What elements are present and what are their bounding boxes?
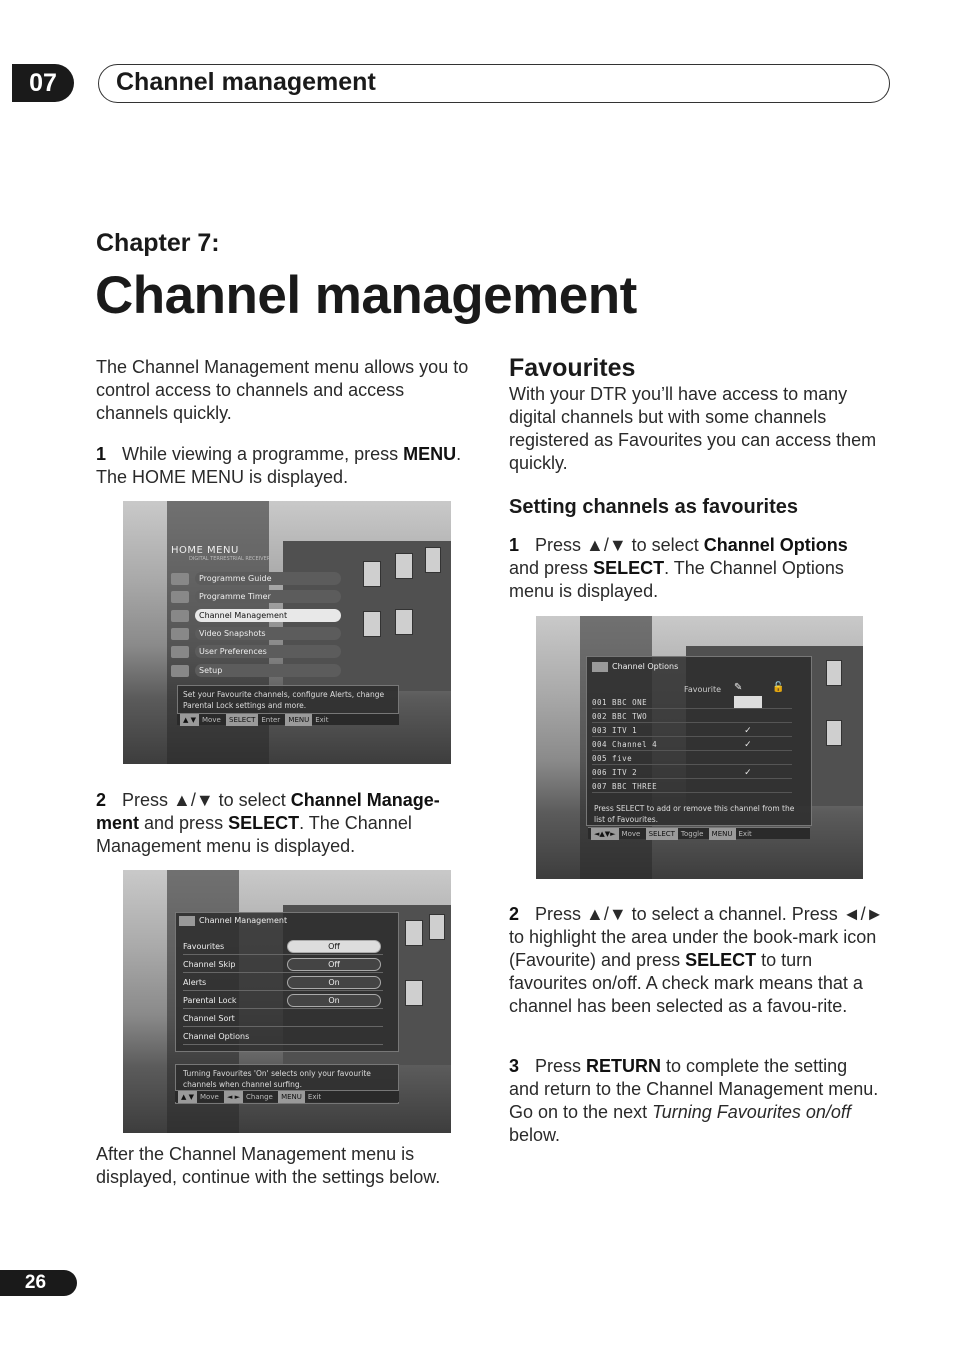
channel-skip-value[interactable]: Off <box>287 958 381 971</box>
channel-icon <box>171 610 189 622</box>
left-step-1 <box>96 443 476 489</box>
channel-management-icon <box>179 916 195 926</box>
cm-info: Turning Favourites 'On' selects only your favourite channels when channel surfing. <box>183 1069 371 1089</box>
co-menu-title: Channel Options <box>592 661 678 672</box>
left-step-2 <box>96 789 471 858</box>
preferences-icon <box>171 646 189 658</box>
alerts-value[interactable]: On <box>287 976 381 989</box>
right-step-2 <box>509 903 884 1018</box>
updown-keys-icon: ▲ ▼ <box>180 714 199 726</box>
favourites-heading: Favourites <box>509 354 636 382</box>
parental-lock-value[interactable]: On <box>287 994 381 1007</box>
step-key: RETURN <box>586 1056 662 1076</box>
step-key: Channel Manage-ment <box>96 790 440 833</box>
step-text: and press <box>509 558 594 578</box>
bookmark-icon: ✎ <box>734 682 743 693</box>
cm-keybar: ▲ ▼ Move ◄ ► Change MENU Exit <box>175 1090 399 1102</box>
co-channel-row[interactable]: 005 five <box>592 752 792 765</box>
channel-options-icon <box>592 662 608 672</box>
page-number: 26 <box>0 1270 77 1296</box>
updown-keys-icon: ▲ ▼ <box>178 1091 197 1103</box>
snapshot-icon <box>171 628 189 640</box>
setup-icon <box>171 665 189 677</box>
step-number: 3 <box>509 1056 520 1076</box>
cm-row-favourites[interactable]: Favourites Off <box>183 938 383 955</box>
menu-key: MENU <box>709 828 736 840</box>
updown-keys-icon: ◄▲▼► <box>591 828 619 840</box>
right-step-1 <box>509 534 881 603</box>
cm-row-alerts[interactable]: Alerts On <box>183 974 383 991</box>
favourite-cell[interactable] <box>734 696 762 708</box>
step-text: Press ▲/▼ to select <box>122 790 291 810</box>
favourite-cell[interactable] <box>734 752 762 764</box>
menu-item-programme-guide[interactable]: Programme Guide <box>171 572 341 586</box>
home-menu-screenshot <box>123 501 451 764</box>
co-channel-row[interactable]: 002 BBC TWO <box>592 710 792 723</box>
cm-row-channel-sort[interactable]: Channel Sort <box>183 1010 383 1027</box>
check-icon[interactable]: ✓ <box>744 767 752 778</box>
menu-item-user-preferences[interactable]: User Preferences <box>171 645 341 659</box>
step-key: MENU <box>403 444 457 464</box>
co-keybar: ◄▲▼► Move SELECT Toggle MENU Exit <box>588 827 810 839</box>
cm-row-parental-lock[interactable]: Parental Lock On <box>183 992 383 1009</box>
menu-item-programme-timer[interactable]: Programme Timer <box>171 590 341 604</box>
channel-management-screenshot <box>123 870 451 1133</box>
chapter-number-badge: 07 <box>12 64 74 102</box>
step-key: Channel Options <box>703 535 848 555</box>
outro-paragraph: After the Channel Management menu is displayed, continue with the settings below. <box>96 1144 441 1187</box>
menu-item-channel-management[interactable]: Channel Management <box>171 609 341 623</box>
setting-favourites-heading: Setting channels as favourites <box>509 496 798 518</box>
co-channel-row[interactable]: 004 Channel 4 ✓ <box>592 738 792 751</box>
step-text: Press <box>535 1056 587 1076</box>
step-text: and press <box>139 813 229 833</box>
channel-options-screenshot <box>536 616 863 879</box>
right-step-3 <box>509 1055 881 1147</box>
check-icon[interactable]: ✓ <box>744 725 752 736</box>
cm-menu-title: Channel Management <box>179 915 287 926</box>
menu-key: MENU <box>285 714 312 726</box>
menu-item-video-snapshots[interactable]: Video Snapshots <box>171 627 341 641</box>
home-menu-info: Set your Favourite channels, configure Alerts, change Parental Lock settings and more. <box>183 690 385 710</box>
co-channel-row[interactable]: 007 BBC THREE <box>592 780 792 793</box>
guide-icon <box>171 573 189 585</box>
step-key: SELECT <box>685 950 757 970</box>
menu-item-setup[interactable]: Setup <box>171 664 341 678</box>
co-info: Press SELECT to add or remove this channel from the list of Favourites. <box>594 804 795 824</box>
section-title: Channel management <box>116 68 376 96</box>
co-column-header: Favourite <box>684 685 722 694</box>
step-text: . The HOME MENU is displayed. <box>96 444 462 487</box>
step-text: . The Channel Options menu is displayed. <box>509 558 844 601</box>
home-menu-title: HOME MENU <box>171 545 239 556</box>
step-text: . The Channel Management menu is displayed. <box>96 813 412 856</box>
step-number: 1 <box>509 535 520 555</box>
step-number: 1 <box>96 444 107 464</box>
step-number: 2 <box>509 904 520 924</box>
co-channel-row[interactable]: 003 ITV 1 ✓ <box>592 724 792 737</box>
leftright-keys-icon: ◄ ► <box>224 1091 243 1103</box>
intro-paragraph: The Channel Management menu allows you to control access to channels and access channels quickly. <box>96 357 469 423</box>
step-key: SELECT <box>593 558 665 578</box>
menu-key: MENU <box>278 1091 305 1103</box>
lock-icon: 🔓 <box>772 682 785 693</box>
select-key: SELECT <box>646 828 678 840</box>
home-menu-subtitle: DIGITAL TERRESTRIAL RECEIVER <box>189 556 271 562</box>
favourites-intro: With your DTR you’ll have access to many digital channels but with some channels registered as Favourites you can access them quickly. <box>509 384 877 473</box>
check-icon[interactable]: ✓ <box>744 739 752 750</box>
step-reference: Turning Favourites on/off <box>652 1102 851 1122</box>
home-menu-keybar: ▲ ▼ Move SELECT Enter MENU Exit <box>177 713 399 725</box>
step-number: 2 <box>96 790 107 810</box>
chapter-title: Channel management <box>95 266 637 325</box>
co-channel-row[interactable]: 006 ITV 2 ✓ <box>592 766 792 779</box>
cm-row-channel-skip[interactable]: Channel Skip Off <box>183 956 383 973</box>
favourite-cell[interactable] <box>734 780 762 792</box>
step-text: While viewing a programme, press <box>122 444 404 464</box>
select-key: SELECT <box>226 714 258 726</box>
chapter-label: Chapter 7: <box>96 229 220 257</box>
co-channel-row[interactable]: 001 BBC ONE <box>592 696 792 709</box>
step-text: to turn favourites on/off. A check mark means that a channel has been selected as a favou-rite. <box>509 950 863 1016</box>
step-text: Press ▲/▼ to select a channel. Press ◄/► to highlight the area under the book-mark icon (Favourite) and press <box>509 904 884 970</box>
cm-row-channel-options[interactable]: Channel Options <box>183 1028 383 1045</box>
favourites-value[interactable]: Off <box>287 940 381 953</box>
step-text: to complete the setting and return to the Channel Management menu. Go on to the next <box>509 1056 879 1122</box>
step-text: below. <box>509 1125 561 1145</box>
step-text: Press ▲/▼ to select <box>535 535 704 555</box>
step-key: SELECT <box>228 813 300 833</box>
timer-icon <box>171 591 189 603</box>
favourite-cell[interactable] <box>734 710 762 722</box>
